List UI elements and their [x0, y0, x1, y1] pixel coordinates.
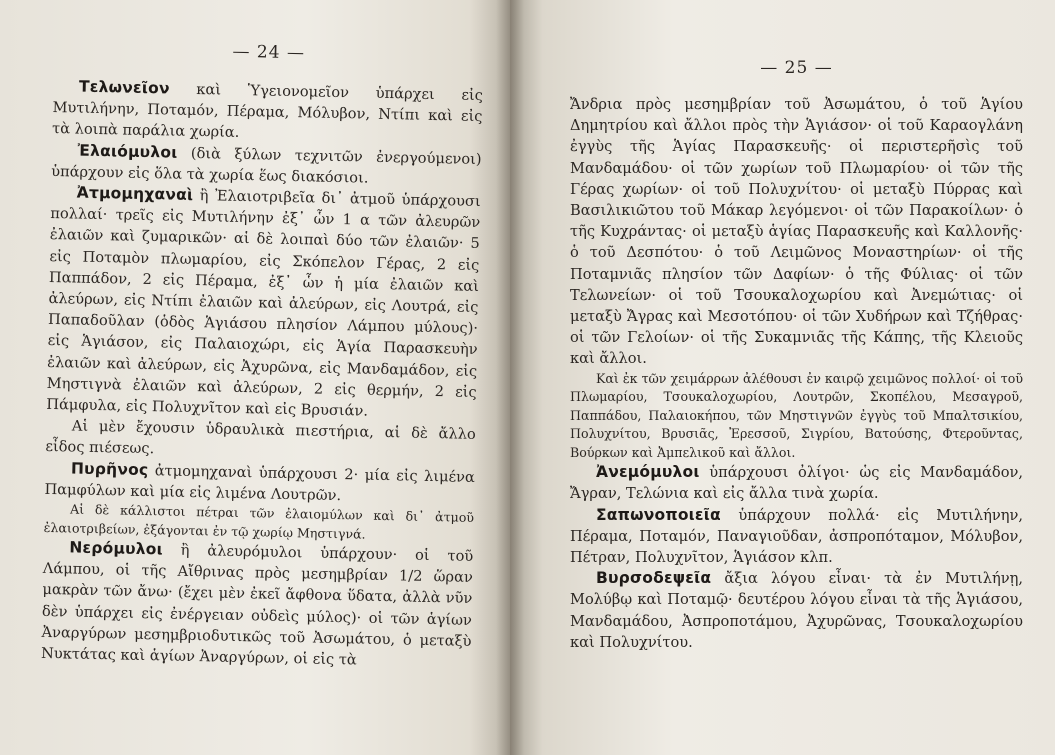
right-page	[510, 0, 1055, 755]
paragraph	[570, 370, 1023, 463]
paragraph-text: (διὰ ξύλων τεχνιτῶν ἐνεργούμενοι) ὑπάρχουν εἰς ὅλα τὰ χωρία ἕως διακόσιοι.	[51, 144, 482, 187]
gutter-shadow-right	[510, 0, 524, 755]
paragraph	[570, 462, 1023, 504]
paragraph-heading: Βυρσοδεψεῖα	[596, 569, 712, 588]
paragraph-text: ἀτμομηχαναὶ ὑπάρχουσι 2· μία εἰς λιμένα Παμφύλων καὶ μία εἰς λιμένα Λουτρῶν.	[44, 461, 476, 504]
paragraph-text: Αἱ δὲ κάλλιστοι πέτραι τῶν ἐλαιομύλων καὶ δι᾽ ἀτμοῦ ἐλαιοτριβείων, ἐξάγονται ἐν τῷ χωρίῳ Μηστιγνά.	[43, 501, 475, 542]
paragraph-text: Αἱ μὲν ἔχουσιν ὑδραυλικὰ πιεστήρια, αἱ δὲ ἄλλο εἶδος πιέσεως.	[45, 417, 476, 458]
paragraph-text: ὑπάρχουν πολλά· εἰς Μυτιλήνην, Πέραμα, Ποταμόν, Παναγιοῦδαν, ἀσπροπόταμον, Μόλυβον, Πέτραν, Πολυχνῖτον, Ἁγιάσον κλπ.	[570, 506, 1023, 566]
paragraph	[46, 182, 481, 424]
right-page-text	[570, 94, 1023, 653]
paragraph-heading: Ἀτμομηχαναὶ	[76, 183, 194, 204]
paragraph	[41, 537, 474, 673]
paragraph-heading: Ἀνεμόμυλοι	[596, 463, 700, 482]
paragraph-text: ἢ ἀλευρόμυλοι ὑπάρχουν· οἱ τοῦ Λάμπου, οἱ τῆς Αἴθρινας πρὸς μεσημβρίαν 1/2 ὥραν μακρὰν τῶν ἄνω· (ἔχει μὲν ἐκεῖ ἄφθονα ὕδατα, ἀλλὰ νῦν δὲν ὑπάρχει εἰς ἐνέργειαν οὐδεὶς μύλος)· οἱ τῶν ἁγίων Ἀναργύρων μεσημβριοδυτικῶς τοῦ Ἀσωμάτου, ὁ μεταξὺ Νυκτάτας καὶ ἁγίων Ἀναργύρων, οἱ εἰς τὰ	[40, 541, 474, 669]
gutter-shadow-left	[496, 0, 510, 755]
paragraph-heading: Πυρῆνος	[70, 459, 149, 479]
paragraph-text: ἄξια λόγου εἶναι· τὰ ἐν Μυτιλήνῃ, Μολύβῳ καὶ Ποταμῷ· δευτέρου λόγου εἶναι τὰ τῆς Ἁγιάσου, Μανδαμάδου, Ἀσπροποτάμου, Ἀχυρῶνας, Τσουκαλοχωρίου καὶ Πολυχνίτου.	[570, 570, 1023, 651]
paragraph-text: Καὶ ἐκ τῶν χειμάρρων ἀλέθουσι ἐν καιρῷ χειμῶνος πολλοί· οἱ τοῦ Πλωμαρίου, Τσουκαλοχωρίου, Λουτρῶν, Σκοπέλου, Μεσαγροῦ, Παππάδου, Παλαιοκήπου, τῶν Μηστιγνῶν ἐγγὺς τοῦ Μπαλτσικίου, Πολυχνίτου, Βρυσιᾶς, Ἐρεσσοῦ, Σιγρίου, Βατούσης, Φτεροῦντας, Βούρκων καὶ Ἀμπελικοῦ καὶ ἄλλοι.	[570, 370, 1023, 460]
paragraph-text: ἢ Ἐλαιοτριβεῖα δι᾽ ἀτμοῦ ὑπάρχουσι πολλαί· τρεῖς εἰς Μυτιλήνην ἐξ᾽ ὧν 1 α τῶν ἀλευρῶν ἐλαιῶν καὶ ζυμαρικῶν· αἱ δὲ λοιπαὶ δύο τῶν ἐλαιῶν· 5 εἰς Ποταμὸν πλωμαρίου, εἰς Σκόπελον Γέρας, 2 εἰς Παππάδον, 2 εἰς Πέραμα, ἐξ᾽ ὧν ἡ μία ἐλαιῶν καὶ ἀλεύρων, εἰς Ντίπι ἐλαιῶν καὶ ἀλεύρων, εἰς Λουτρά, εἰς Παπαδοῦλαν (ὁδὸς Ἁγιάσου πλησίον Λάμπου μύλους)· εἰς Ἁγιάσον, εἰς Παλαιοχώρι, εἰς Ἁγία Παρασκευὴν ἐλαιῶν καὶ ἀλεύρων, εἰς Ἀχυρῶνα, εἰς Μανδαμάδον, εἰς Μηστιγνὰ ἐλαιῶν καὶ ἀλεύρων, 2 εἰς θερμήν, 2 εἰς Πάμφυλα, εἰς Πολυχνῖτον καὶ εἰς Βρυσιάν.	[46, 186, 481, 420]
paragraph-text: Ἄνδρια πρὸς μεσημβρίαν τοῦ Ἀσωμάτου, ὁ τοῦ Ἁγίου Δημητρίου καὶ ἄλλοι πρὸς τὴν Ἁγιάσον· οἱ τοῦ Καραογλάνη ἐγγὺς τῆς Ἁγίας Παρασκευῆς· οἱ περιστερῆσὶς τοῦ Μανδαμάδου· οἱ τῶν χωρίων τοῦ Πλωμαρίου· οἱ τῶν τῆς Γέρας χωρίων· οἱ τοῦ Πολυχνίτου· οἱ μεταξὺ Πύρρας καὶ Βασιλικιῶτου τοῦ Μάκαρ λεγόμενοι· οἱ τῶν Παρακοίλων· ὁ τῆς Κυχράντας· οἱ μεταξὺ ἁγίας Παρασκευῆς καὶ Καλλονῆς· ὁ τοῦ Δεσπότου· ὁ τοῦ Λειμῶνος Μοναστηρίων· οἱ τῆς Ποταμνιᾶς πλησίον τῶν Δαφίων· ὁ τῆς Φύλιας· οἱ τῶν Τελωνείων· οἱ τοῦ Τσουκαλοχωρίου καὶ Ἀνεμώτιας· οἱ μεταξὺ Ἄγρας καὶ Μεσοτόπου· οἱ τῶν Χυδήρων καὶ Τζήθρας· οἱ τῶν Γελοίων· οἱ τῆς Συκαμνιᾶς τῆς Κάπης, τῆς Κλειοῦς καὶ ἄλλοι.	[570, 96, 1023, 368]
left-page-text	[41, 76, 483, 673]
paragraph	[52, 76, 483, 149]
left-page	[0, 0, 510, 755]
paragraph	[570, 568, 1023, 653]
paragraph-text: καὶ Ὑγειονομεῖον ὑπάρχει εἰς Μυτιλήνην, Ποταμόν, Πέραμα, Μόλυβον, Ντίπι καὶ εἰς τὰ λοιπὰ παράλια χωρία.	[51, 80, 484, 142]
paragraph-heading: Νερόμυλοι	[69, 538, 164, 559]
left-page-content	[41, 38, 484, 673]
paragraph-heading: Τελωνεῖον	[78, 77, 170, 98]
page-number: — 25 —	[760, 58, 833, 78]
page-number: — 24 —	[232, 41, 306, 64]
paragraph	[570, 94, 1023, 370]
paragraph-heading: Σαπωνοποιεῖα	[596, 505, 721, 524]
paragraph-text: ὑπάρχουσι ὀλίγοι· ὡς εἰς Μανδαμάδον, Ἄγραν, Τελώνια καὶ εἰς ἄλλα τινὰ χωρία.	[570, 464, 1023, 503]
paragraph-heading: Ἐλαιόμυλοι	[77, 141, 178, 162]
paragraph	[570, 505, 1023, 569]
